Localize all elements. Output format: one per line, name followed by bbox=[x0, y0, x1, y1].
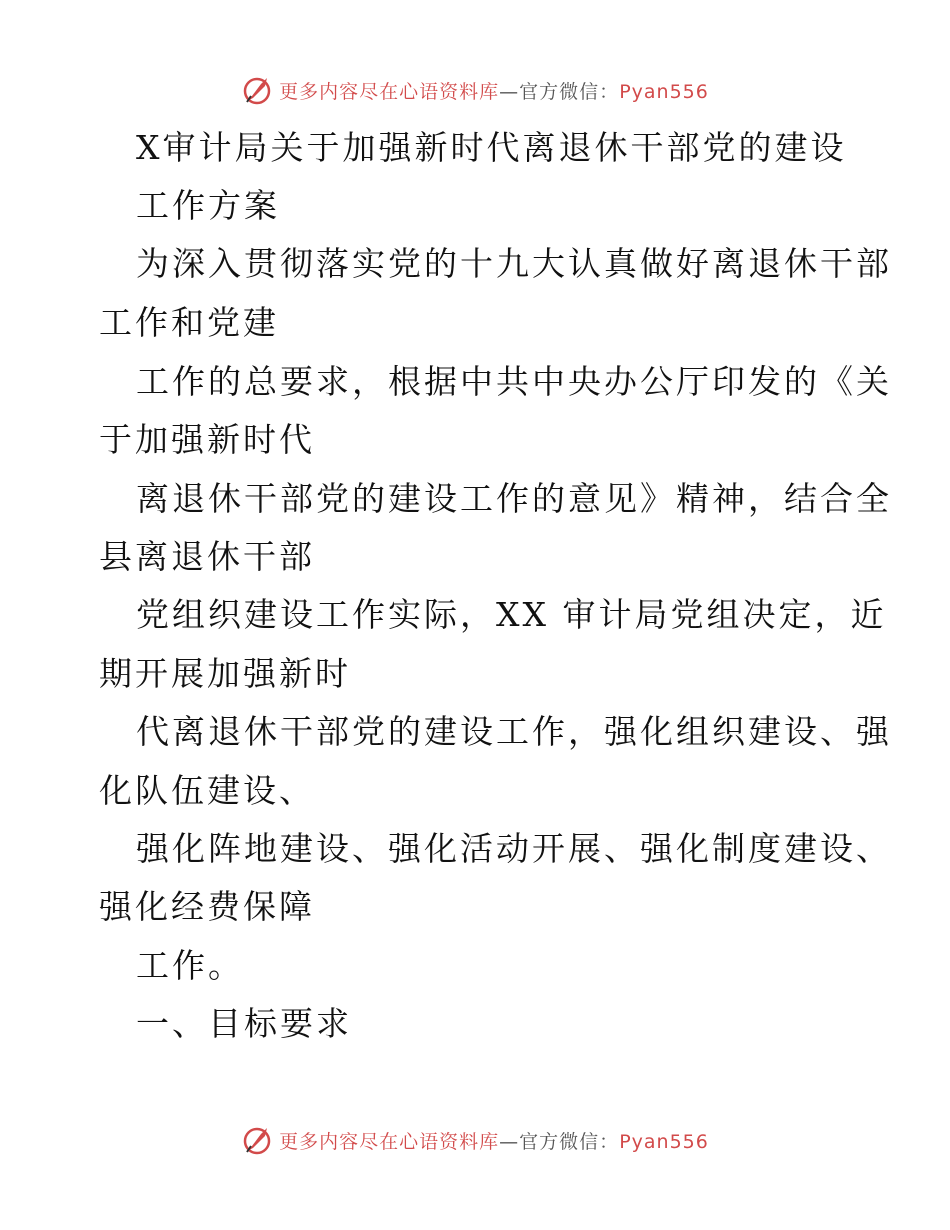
feather-pen-logo-icon bbox=[241, 74, 273, 106]
document-title-line-1: X审计局关于加强新时代离退休干部党的建设 bbox=[136, 128, 847, 167]
feather-pen-logo-icon bbox=[241, 1124, 273, 1156]
body-line: 化队伍建设、 bbox=[99, 771, 315, 810]
watermark-text-dark: —官方微信： bbox=[499, 80, 620, 103]
body-line: 工作的总要求，根据中共中央办公厅印发的《关 bbox=[136, 362, 892, 401]
section-heading: 一、目标要求 bbox=[136, 1004, 352, 1043]
body-line: 为深入贯彻落实党的十九大认真做好离退休干部 bbox=[136, 244, 892, 283]
watermark-text-dark: —官方微信： bbox=[499, 1130, 620, 1153]
footer-watermark bbox=[0, 1120, 950, 1160]
body-line: 党组织建设工作实际，XX 审计局党组决定，近 bbox=[136, 595, 887, 634]
body-line: 代离退休干部党的建设工作，强化组织建设、强 bbox=[136, 712, 892, 751]
body-line: 期开展加强新时 bbox=[99, 654, 351, 693]
body-line: 离退休干部党的建设工作的意见》精神，结合全 bbox=[136, 479, 892, 518]
header-watermark bbox=[0, 70, 950, 110]
watermark-brand: Pyan556 bbox=[619, 80, 709, 103]
document-title-line-2: 工作方案 bbox=[136, 186, 280, 225]
body-line: 于加强新时代 bbox=[99, 420, 315, 459]
body-line: 县离退休干部 bbox=[99, 537, 315, 576]
body-line: 工作和党建 bbox=[99, 303, 279, 342]
body-line: 强化经费保障 bbox=[99, 887, 315, 926]
watermark-brand: Pyan556 bbox=[619, 1130, 709, 1153]
watermark-text-red: 更多内容尽在心语资料库 bbox=[279, 80, 500, 103]
body-line: 强化阵地建设、强化活动开展、强化制度建设、 bbox=[136, 829, 892, 868]
watermark-text-red: 更多内容尽在心语资料库 bbox=[279, 1130, 500, 1153]
body-line: 工作。 bbox=[136, 946, 244, 985]
